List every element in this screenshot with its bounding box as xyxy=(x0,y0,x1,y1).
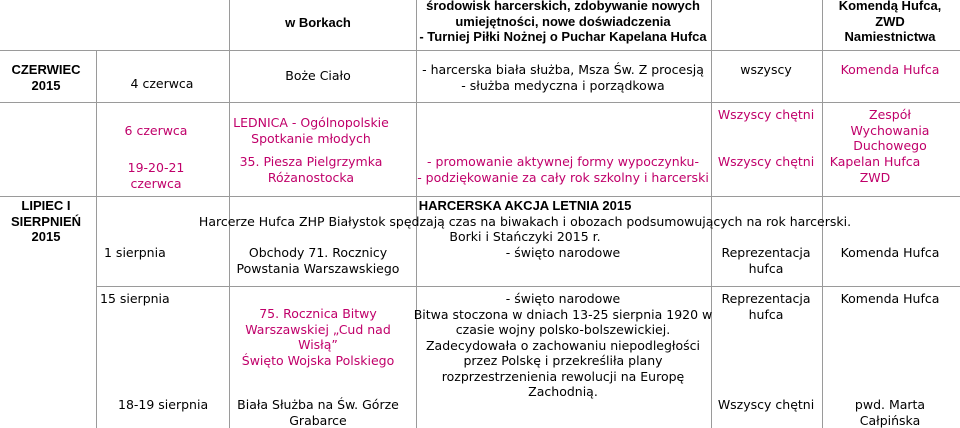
row5-goals: - święto narodowe Bitwa stoczona w dniach 13-25 sierpnia 1920 w czasie wojny polsko-bolszewickiej. Zadecydowała o zachowaniu niepodległości przez Polskę i przekreśliła plany rozprzestrzenienia rewolucji na Europę Zachodnią. xyxy=(413,291,713,399)
row6-date: 18-19 sierpnia xyxy=(118,397,209,412)
month-czerwiec: CZERWIEC 2015 xyxy=(11,62,81,93)
row4-responsible: Komenda Hufca xyxy=(840,245,940,260)
row6-event: Biała Służba na Św. Górze Grabarce xyxy=(237,397,399,428)
header-goals: środowisk harcerskich, zdobywanie nowych umiejętności, nowe doświadczenia - Turniej Piłki Nożnej o Puchar Kapelana Hufca xyxy=(419,0,707,44)
row4-goals: - święto narodowe xyxy=(505,245,621,260)
row2-date: 6 czerwca xyxy=(124,123,188,138)
row5-event: 75. Rocznica Bitwy Warszawskiej „Cud nad Wisłą” Święto Wojska Polskiego xyxy=(241,306,395,368)
row5-participants: Reprezentacja hufca xyxy=(721,291,811,322)
akcja-title: HARCERSKA AKCJA LETNIA 2015 xyxy=(418,198,632,213)
row1-responsible: Komenda Hufca xyxy=(840,62,940,77)
row3-event: 35. Piesza Pielgrzymka Różanostocka xyxy=(239,154,383,185)
grid-line xyxy=(96,50,97,428)
row2-participants: Wszyscy chętni xyxy=(717,107,815,122)
header-responsible: Komendą Hufca, ZWD Namiestnictwa xyxy=(838,0,942,44)
row1-event: Boże Ciało xyxy=(285,68,351,83)
grid-line xyxy=(0,196,960,197)
row4-event: Obchody 71. Rocznicy Powstania Warszawskiego xyxy=(236,245,400,276)
akcja-line1: Harcerze Hufca ZHP Białystok spędzają czas na biwakach i obozach podsumowujących na rok harcerski. xyxy=(198,214,852,229)
row5-responsible: Komenda Hufca xyxy=(840,291,940,306)
row1-goals: - harcerska biała służba, Msza Św. Z procesją - służba medyczna i porządkowa xyxy=(422,62,704,93)
row4-participants: Reprezentacja hufca xyxy=(721,245,811,276)
row2-responsible: Zespół Wychowania Duchowego xyxy=(850,107,930,153)
row5-date: 15 sierpnia xyxy=(100,291,170,306)
row6-responsible: pwd. Marta Całpińska xyxy=(854,397,926,428)
row4-date: 1 sierpnia xyxy=(104,245,166,260)
row2-event: LEDNICA - Ogólnopolskie Spotkanie młodych xyxy=(233,115,389,146)
row3-participants: Wszyscy chętni xyxy=(717,154,815,169)
row6-participants: Wszyscy chętni xyxy=(717,397,815,412)
row3-date: 19-20-21 czerwca xyxy=(127,160,185,191)
row1-date: 4 czerwca xyxy=(130,76,194,91)
grid-line xyxy=(0,50,960,51)
akcja-line2: Borki i Stańczyki 2015 r. xyxy=(449,229,601,244)
header-place: w Borkach xyxy=(285,15,351,30)
month-lipiec-sierpien: LIPIEC I SIERPNIEŃ 2015 xyxy=(10,198,82,244)
row3-responsible: Kapelan Hufca ZWD xyxy=(829,154,921,185)
grid-line xyxy=(0,102,960,103)
row3-goals: - promowanie aktywnej formy wypoczynku- - podziękowanie za cały rok szkolny i harcerski xyxy=(417,154,709,185)
grid-line xyxy=(96,286,960,287)
row1-participants: wszyscy xyxy=(740,62,792,77)
